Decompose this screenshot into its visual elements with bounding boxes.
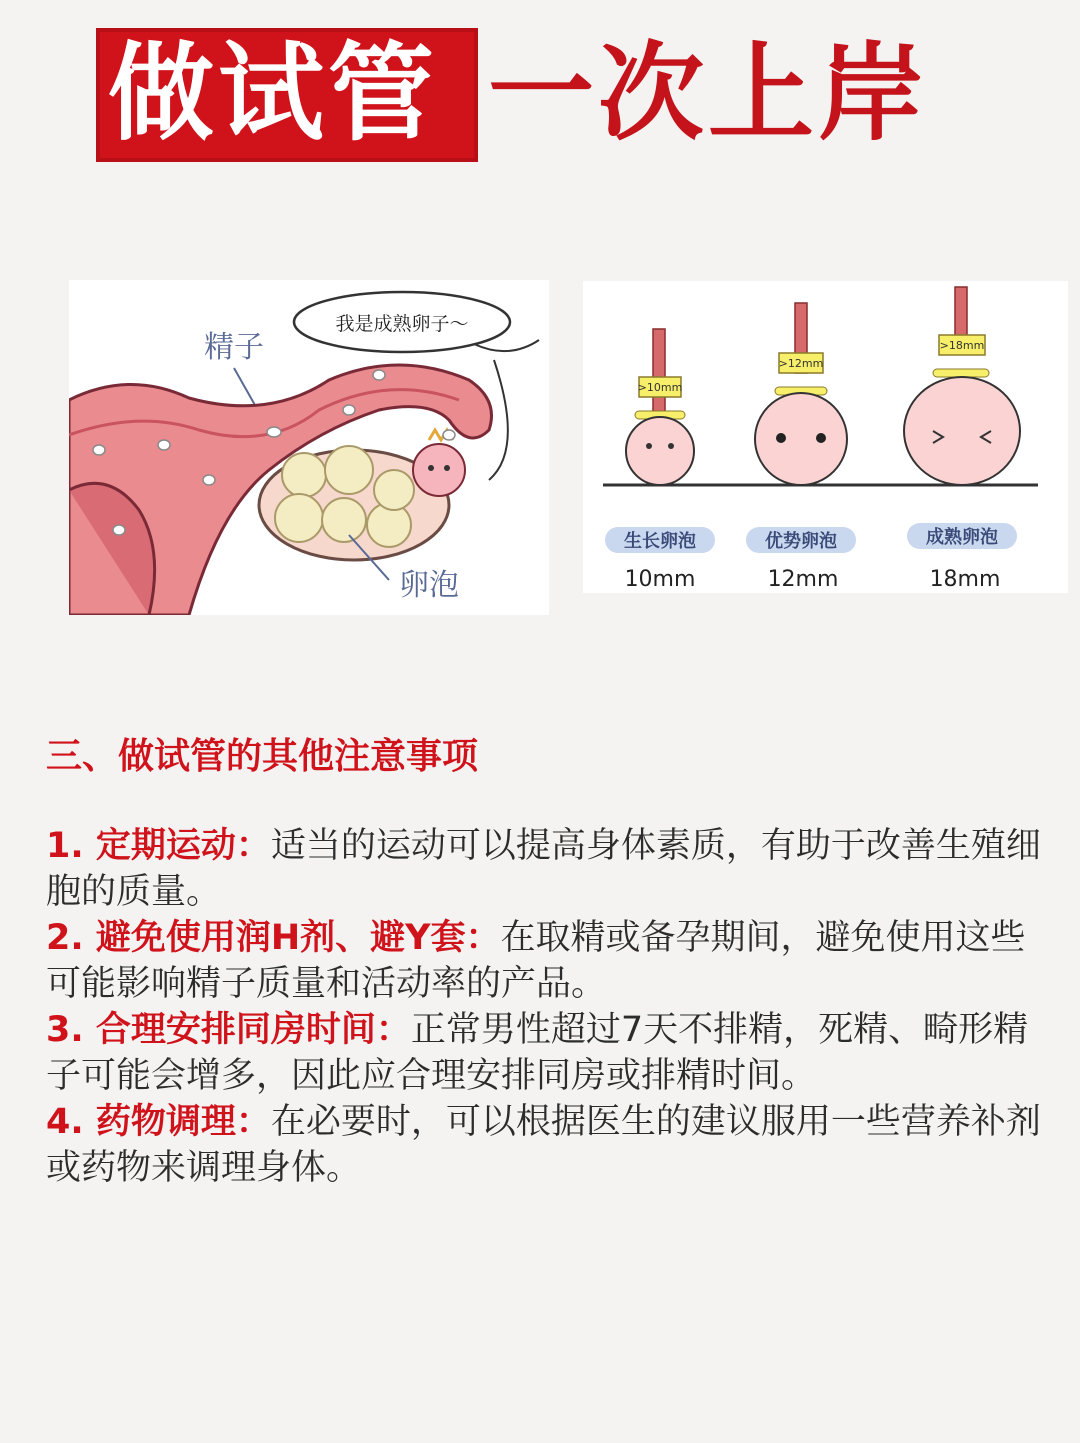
stage-name: 成熟卵泡 <box>926 527 998 548</box>
tips-list <box>46 823 1046 1191</box>
tip-item <box>46 1007 1046 1099</box>
follicle-character-medium <box>755 393 847 485</box>
egg-eye <box>444 465 450 471</box>
egg-eye <box>428 465 434 471</box>
tip-item <box>46 915 1046 1007</box>
bubble-text: 我是成熟卵子～ <box>335 313 469 335</box>
section-heading: 三、做试管的其他注意事项 <box>46 736 479 777</box>
tip-text: 正常男性超过7天不排精，死精、畸形精子可能会增多，因此应合理安排同房或排精时间。 <box>46 1010 1029 1096</box>
follicle-character-small <box>626 417 694 485</box>
reproductive-illustration <box>69 280 549 615</box>
follicle <box>275 494 323 542</box>
eye <box>668 443 674 449</box>
mature-egg-character <box>413 444 465 496</box>
size-tag-text: >18mm <box>939 339 985 352</box>
follicle-stages-drawing <box>583 281 1068 593</box>
tip-lead: 2. 避免使用润H剂、避Y套： <box>46 918 501 958</box>
follicle-label: 卵泡 <box>399 568 459 603</box>
tip-lead: 3. 合理安排同房时间： <box>46 1010 411 1050</box>
stage-size: 18mm <box>929 567 1001 592</box>
stage-size: 12mm <box>767 567 839 592</box>
uterus-drawing <box>69 280 549 615</box>
tip-text: 适当的运动可以提高身体素质，有助于改善生殖细胞的质量。 <box>46 826 1041 912</box>
sperm-label: 精子 <box>204 330 264 365</box>
size-tag-text: >12mm <box>778 357 824 370</box>
eye <box>816 433 826 443</box>
tip-item <box>46 1099 1046 1191</box>
tip-lead: 1. 定期运动： <box>46 826 271 866</box>
title-rest: 一次上岸 <box>488 32 928 155</box>
tip-item <box>46 823 1046 915</box>
tip-lead: 4. 药物调理： <box>46 1102 271 1142</box>
eye <box>646 443 652 449</box>
stage-name: 优势卵泡 <box>765 531 837 552</box>
tag-base <box>933 369 989 377</box>
stage-name: 生长卵泡 <box>624 531 696 552</box>
follicle <box>282 453 326 497</box>
follicle <box>322 498 366 542</box>
tip-text: 在必要时，可以根据医生的建议服用一些营养补剂或药物来调理身体。 <box>46 1102 1041 1188</box>
size-tag-text: >10mm <box>637 381 683 394</box>
title-highlight: 做试管 <box>108 32 438 155</box>
tip-text: 在取精或备孕期间，避免使用这些可能影响精子质量和活动率的产品。 <box>46 918 1026 1004</box>
ruler-stage-1 <box>653 329 665 421</box>
eye <box>776 433 786 443</box>
stage-size: 10mm <box>624 567 696 592</box>
follicle-character-large <box>904 377 1020 485</box>
follicle <box>325 446 373 494</box>
follicle-stages-illustration <box>583 281 1068 593</box>
follicle <box>374 470 414 510</box>
